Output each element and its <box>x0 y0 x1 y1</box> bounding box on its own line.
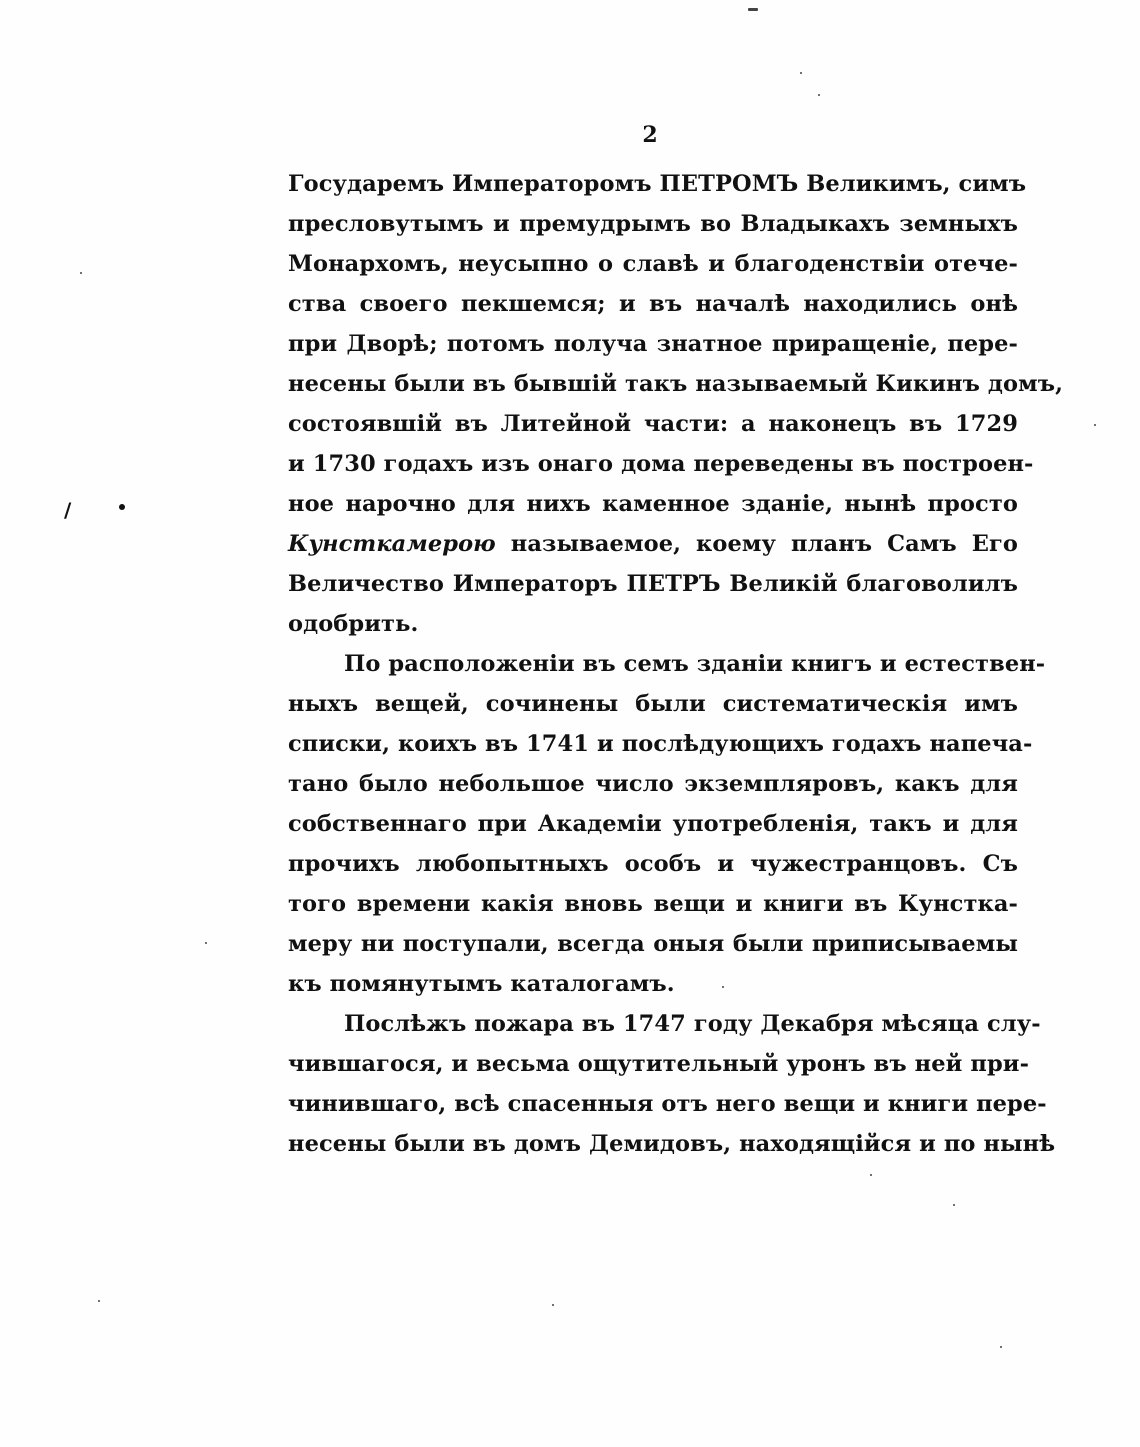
text-line: пресловутымъ и премудрымъ во Владыкахъ земныхъ <box>288 211 1018 237</box>
scan-speck <box>552 1304 554 1306</box>
paragraph-3 <box>288 1004 1056 1164</box>
scan-speck <box>205 942 207 944</box>
italic-word-kunstkamera: Кунсткамерою <box>288 531 496 557</box>
text-line: собственнаго при Академіи употребленія, такъ и для <box>288 811 1018 837</box>
paragraph-1 <box>288 164 1064 644</box>
text-line: ства своего пекшемся; и въ началѣ находились онѣ <box>288 291 1018 317</box>
scan-speck <box>1000 1346 1002 1348</box>
scan-mark: / <box>64 498 72 522</box>
text-line: Государемъ Императоромъ ПЕТРОМЪ Великимъ, симъ <box>288 171 1027 197</box>
text-line: ныхъ вещей, сочинены были систематическія имъ <box>288 691 1018 717</box>
text-line: Величество Императоръ ПЕТРЪ Великій благоволилъ <box>288 571 1018 597</box>
text-line: Монархомъ, неусыпно о славѣ и благоденствіи отече- <box>288 251 1018 277</box>
scan-speck <box>80 272 82 274</box>
text-line: По расположеніи въ семъ зданіи книгъ и естествен- <box>344 651 1046 677</box>
paragraph-2 <box>288 644 1046 1004</box>
text-line: несены были въ домъ Демидовъ, находящійся и по нынѣ <box>288 1131 1056 1157</box>
text-line: того времени какія вновь вещи и книги въ Кунстка- <box>288 891 1018 917</box>
scan-speck <box>722 986 724 988</box>
text-line <box>288 524 1018 564</box>
text-line: списки, коихъ въ 1741 и послѣдующихъ годахъ напеча- <box>288 731 1033 757</box>
body-text <box>288 164 1064 1164</box>
text-line: чинившаго, всѣ спасенныя отъ него вещи и книги пере- <box>288 1091 1047 1117</box>
text-line: состоявшій въ Литейной части: а наконецъ въ 1729 <box>288 411 1018 437</box>
text-line: тано было небольшое число экземпляровъ, какъ для <box>288 771 1018 797</box>
scan-speck <box>818 94 820 96</box>
text-line: несены были въ бывшій такъ называемый Кикинъ домъ, <box>288 371 1064 397</box>
page-number: 2 <box>642 122 658 148</box>
scan-speck <box>870 1174 872 1176</box>
scan-speck <box>119 504 125 510</box>
scan-speck <box>98 1300 100 1302</box>
text-line: и 1730 годахъ изъ онаго дома переведены въ построен- <box>288 451 1034 477</box>
scan-speck <box>953 1204 955 1206</box>
text-line-rest: называемое, коему планъ Самъ Его <box>495 531 1018 557</box>
text-line: Послѣжъ пожара въ 1747 году Декабря мѣсяца слу- <box>344 1011 1041 1037</box>
text-line: къ помянутымъ каталогамъ. <box>288 971 675 997</box>
scan-speck <box>800 72 802 74</box>
text-line: одобрить. <box>288 611 419 637</box>
text-line: при Дворѣ; потомъ получа знатное приращеніе, пере- <box>288 331 1018 357</box>
text-line: прочихъ любопытныхъ особъ и чужестранцовъ. Съ <box>288 851 1018 877</box>
text-line: меру ни поступали, всегда оныя были приписываемы <box>288 931 1018 957</box>
scan-speck <box>748 8 758 11</box>
scan-speck <box>1094 424 1096 426</box>
text-line: чившагося, и весьма ощутительный уронъ въ ней при- <box>288 1051 1030 1077</box>
text-line: ное нарочно для нихъ каменное зданіе, нынѣ просто <box>288 491 1018 517</box>
